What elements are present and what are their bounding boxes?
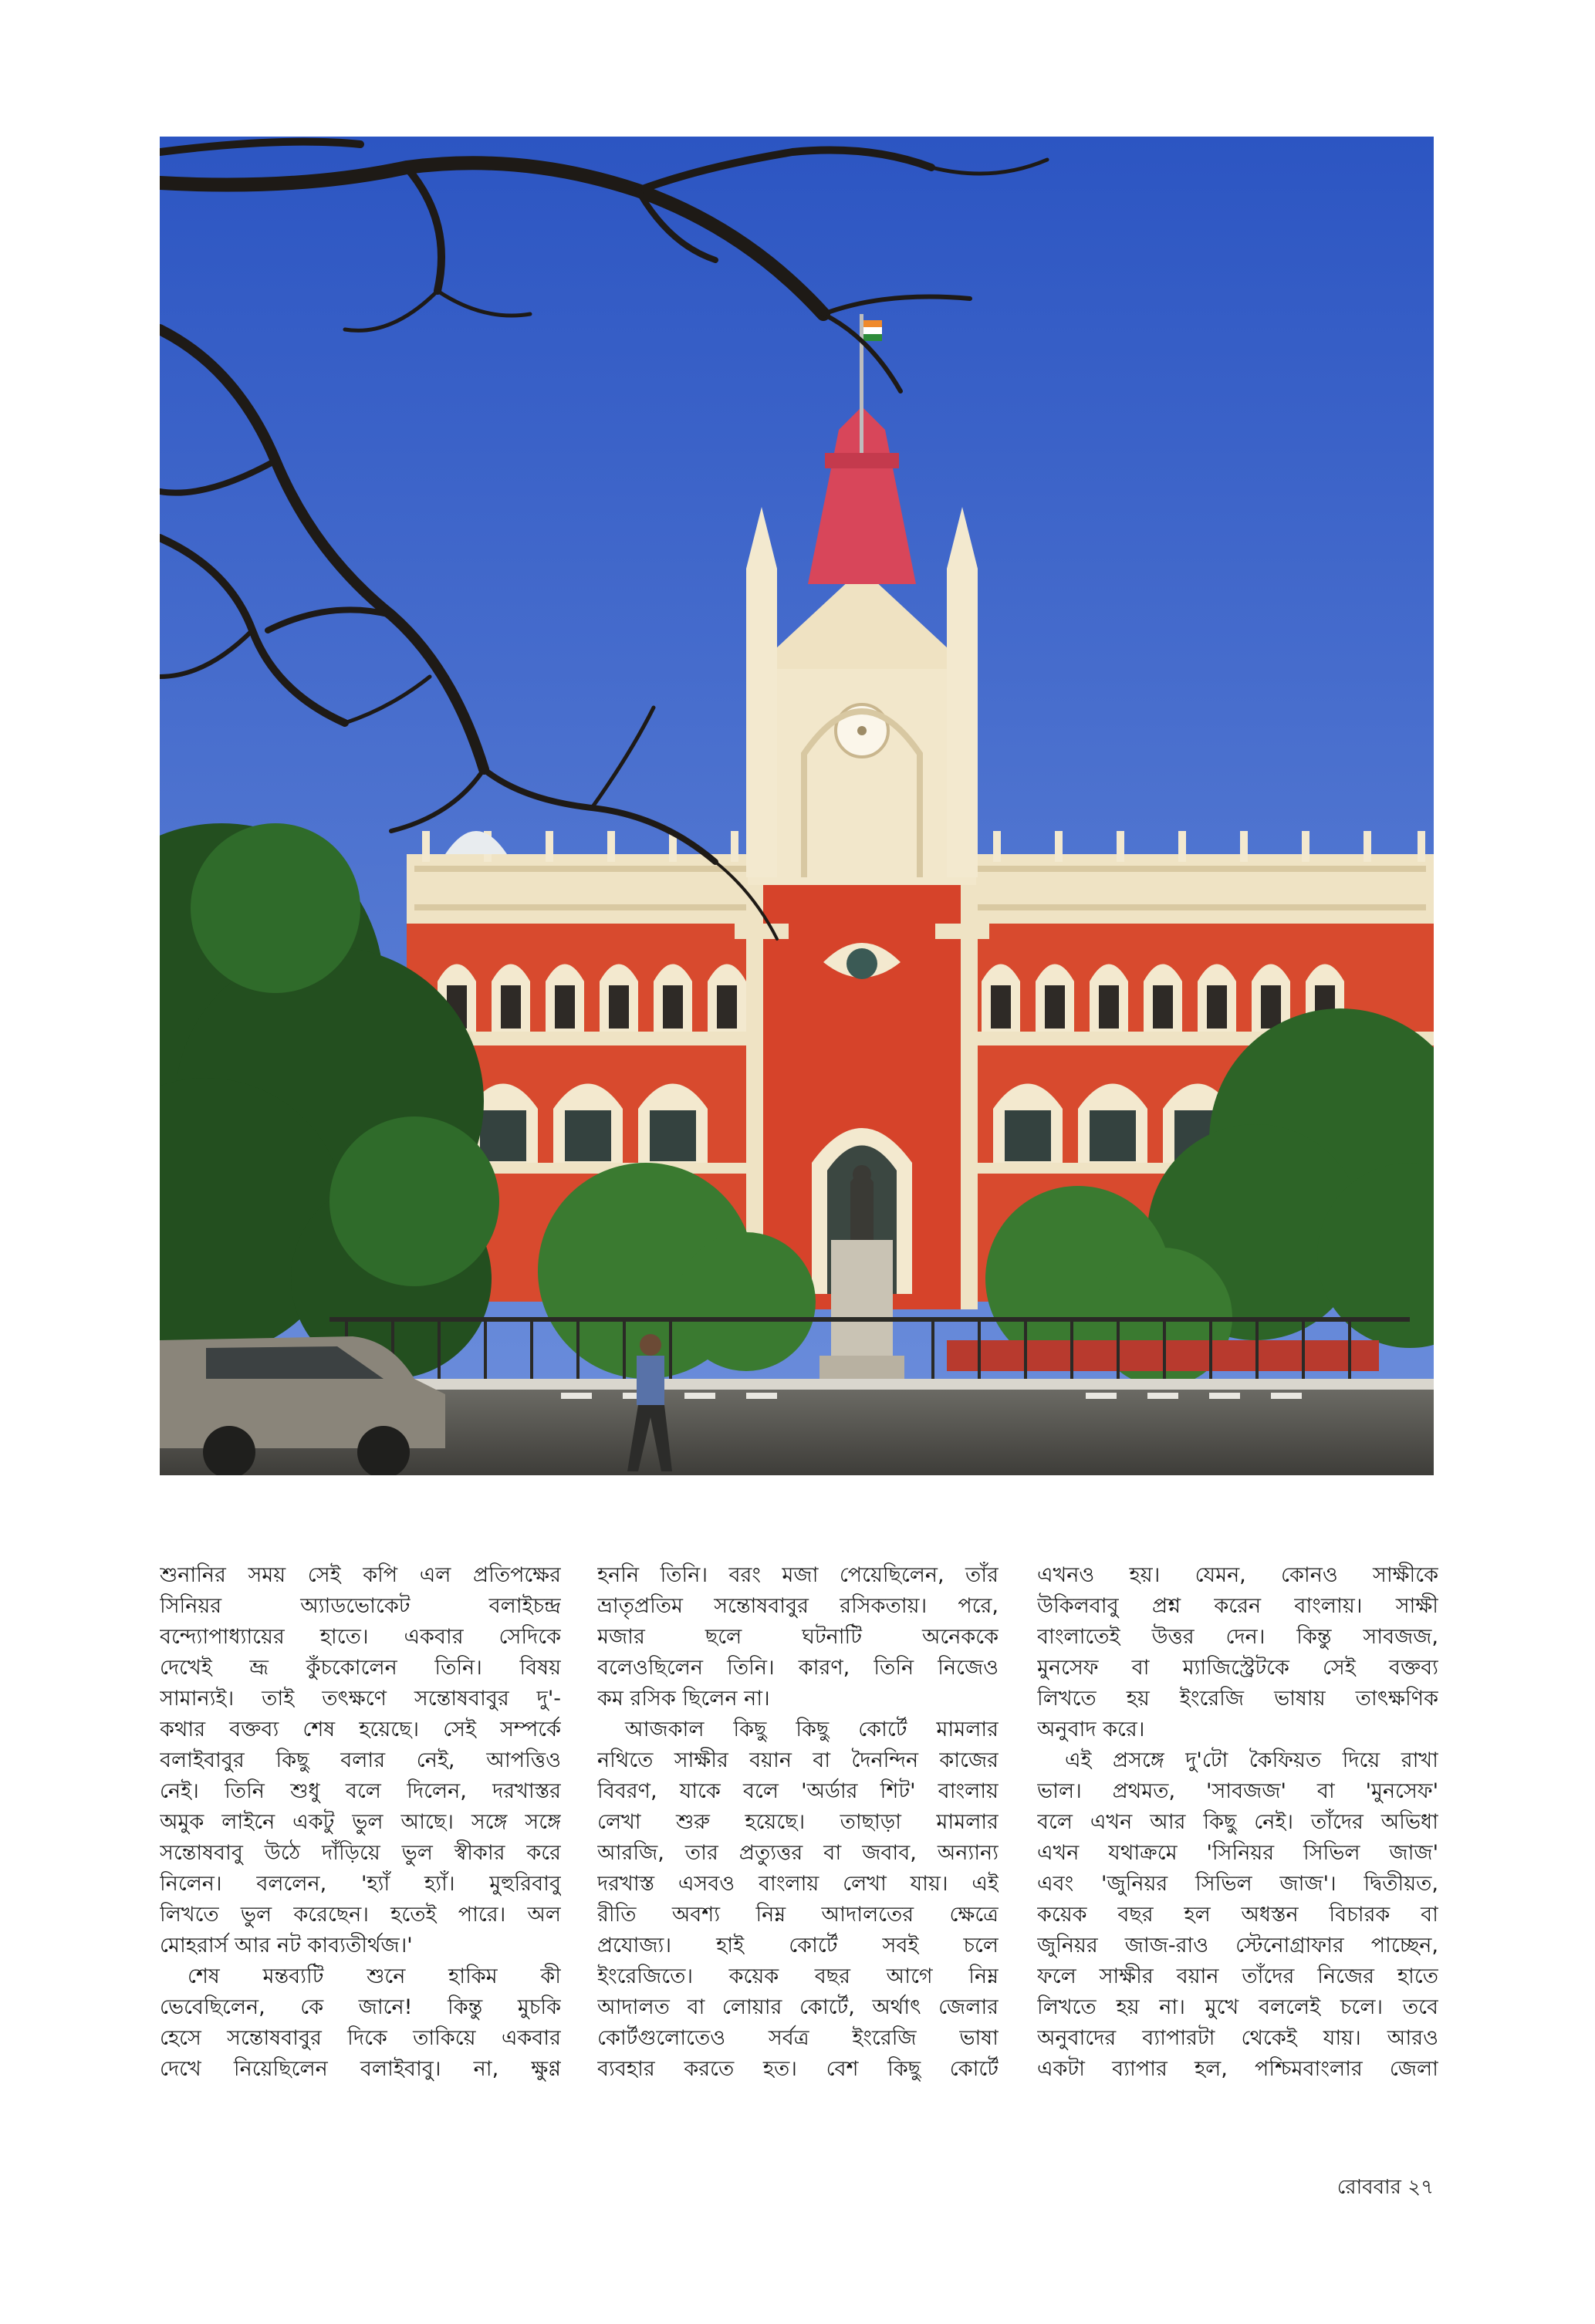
- text-line: আরজি, তার প্রত্যুত্তর বা জবাব, অন্যান্য: [597, 1841, 999, 1865]
- text-column-3: [1037, 1560, 1438, 2162]
- text-line: এখনও হয়। যেমন, কোনও সাক্ষীকে: [1037, 1563, 1438, 1587]
- text-line: মোহরার্স আর নট কাব্যতীর্থজ।': [160, 1934, 413, 1957]
- text-line: কোর্টগুলোতেও সর্বত্র ইংরেজি ভাষা: [597, 2026, 999, 2050]
- text-line: ভেবেছিলেন, কে জানে! কিন্তু মুচকি: [160, 1995, 561, 2019]
- text-line: দেখে নিয়েছিলেন বলাইবাবু। না, ক্ষুণ্ণ: [160, 2057, 561, 2081]
- text-line: নেই। তিনি শুধু বলে দিলেন, দরখাস্তর: [160, 1779, 561, 1803]
- text-line: মুনসেফ বা ম্যাজিস্ট্রেটকে সেই বক্তব্য: [1037, 1656, 1438, 1680]
- text-line: সন্তোষবাবু উঠে দাঁড়িয়ে ভুল স্বীকার করে: [160, 1841, 561, 1865]
- courthouse-illustration: [160, 137, 1434, 1475]
- text-line: সামান্যই। তাই তৎক্ষণে সন্তোষবাবুর দু'-: [160, 1687, 561, 1711]
- text-line: কম রসিক ছিলেন না।: [597, 1687, 770, 1711]
- text-line: বাংলাতেই উত্তর দেন। কিন্তু সাবজজ,: [1037, 1625, 1438, 1649]
- paragraph-start-line: আজকাল কিছু কিছু কোর্টে মামলার: [625, 1718, 999, 1741]
- text-line: ভ্রাতৃপ্রতিম সন্তোষবাবুর রসিকতায়। পরে,: [597, 1594, 999, 1618]
- text-line: জুনিয়র জাজ-রাও স্টেনোগ্রাফার পাচ্ছেন,: [1037, 1934, 1438, 1957]
- text-line: লিখতে হয় ইংরেজি ভাষায় তাৎক্ষণিক: [1037, 1687, 1438, 1711]
- text-line: নিলেন। বললেন, 'হ্যাঁ হ্যাঁ। মুহুরিবাবু: [160, 1872, 561, 1896]
- page-folio: রোববার ২৭: [1336, 2176, 1434, 2199]
- text-line: কয়েক বছর হল অধস্তন বিচারক বা: [1037, 1903, 1438, 1927]
- text-line: অমুক লাইনে একটু ভুল আছে। সঙ্গে সঙ্গে: [160, 1810, 561, 1834]
- text-column-1: [160, 1560, 561, 2162]
- paragraph-start-line: এই প্রসঙ্গে দু'টো কৈফিয়ত দিয়ে রাখা: [1065, 1748, 1438, 1772]
- text-line: এখন যথাক্রমে 'সিনিয়র সিভিল জাজ': [1037, 1841, 1438, 1865]
- courthouse-photo: [160, 137, 1434, 1475]
- text-line: এবং 'জুনিয়র সিভিল জাজ'। দ্বিতীয়ত,: [1037, 1872, 1438, 1896]
- text-column-2: [597, 1560, 999, 2162]
- text-line: লিখতে ভুল করেছেন। হতেই পারে। অল: [160, 1903, 561, 1927]
- article-body: [160, 1560, 1438, 2162]
- text-line: কথার বক্তব্য শেষ হয়েছে। সেই সম্পর্কে: [160, 1718, 561, 1741]
- text-line: মজার ছলে ঘটনাটি অনেককে: [597, 1625, 999, 1649]
- text-line: সিনিয়র অ্যাডভোকেট বলাইচন্দ্র: [160, 1594, 561, 1618]
- text-line: ভাল। প্রথমত, 'সাবজজ' বা 'মুনসেফ': [1037, 1779, 1438, 1803]
- text-line: হননি তিনি। বরং মজা পেয়েছিলেন, তাঁর: [597, 1563, 999, 1587]
- text-line: বন্দ্যোপাধ্যায়ের হাতে। একবার সেদিকে: [160, 1625, 561, 1649]
- text-line: বলে এখন আর কিছু নেই। তাঁদের অভিধা: [1037, 1810, 1438, 1834]
- text-line: একটা ব্যাপার হল, পশ্চিমবাংলার জেলা: [1037, 2057, 1438, 2081]
- text-line: হেসে সন্তোষবাবুর দিকে তাকিয়ে একবার: [160, 2026, 561, 2050]
- text-line: লেখা শুরু হয়েছে। তাছাড়া মামলার: [597, 1810, 999, 1834]
- text-line: ফলে সাক্ষীর বয়ান তাঁদের নিজের হাতে: [1037, 1964, 1438, 1988]
- text-line: অনুবাদ করে।: [1037, 1718, 1145, 1741]
- text-line: উকিলবাবু প্রশ্ন করেন বাংলায়। সাক্ষী: [1037, 1594, 1438, 1618]
- text-line: আদালত বা লোয়ার কোর্টে, অর্থাৎ জেলার: [597, 1995, 999, 2019]
- text-line: দরখাস্ত এসবও বাংলায় লেখা যায়। এই: [597, 1872, 999, 1896]
- paragraph-start-line: শেষ মন্তব্যটি শুনে হাকিম কী: [188, 1964, 561, 1988]
- text-line: ব্যবহার করতে হত। বেশ কিছু কোর্টে: [597, 2057, 999, 2081]
- text-line: শুনানির সময় সেই কপি এল প্রতিপক্ষের: [160, 1563, 561, 1587]
- text-line: দেখেই ভ্রূ কুঁচকোলেন তিনি। বিষয়: [160, 1656, 561, 1680]
- text-line: বিবরণ, যাকে বলে 'অর্ডার শিট' বাংলায়: [597, 1779, 999, 1803]
- text-line: লিখতে হয় না। মুখে বললেই চলে। তবে: [1037, 1995, 1438, 2019]
- text-line: নথিতে সাক্ষীর বয়ান বা দৈনন্দিন কাজের: [597, 1748, 999, 1772]
- text-line: বলেওছিলেন তিনি। কারণ, তিনি নিজেও: [597, 1656, 999, 1680]
- text-line: প্রযোজ্য। হাই কোর্টে সবই চলে: [597, 1934, 999, 1957]
- text-line: ইংরেজিতে। কয়েক বছর আগে নিম্ন: [597, 1964, 999, 1988]
- text-line: অনুবাদের ব্যাপারটা থেকেই যায়। আরও: [1037, 2026, 1438, 2050]
- text-line: বলাইবাবুর কিছু বলার নেই, আপত্তিও: [160, 1748, 561, 1772]
- text-line: রীতি অবশ্য নিম্ন আদালতের ক্ষেত্রে: [597, 1903, 999, 1927]
